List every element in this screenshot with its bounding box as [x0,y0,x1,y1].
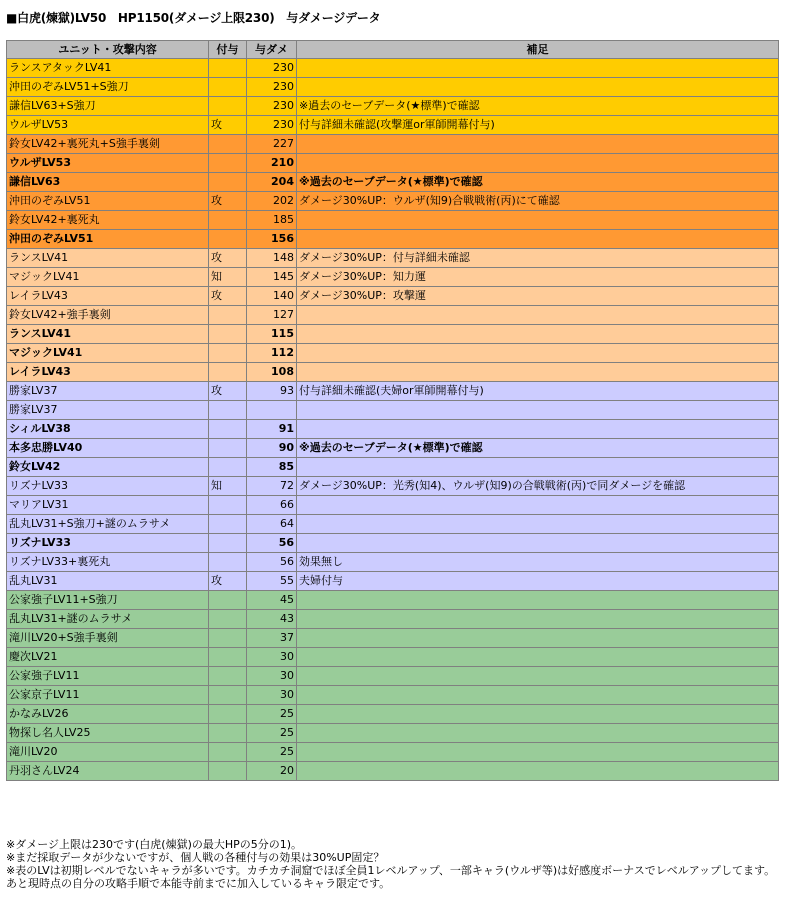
cell-unit: ランスアタックLV41 [7,59,209,78]
cell-attr [209,667,247,686]
cell-note [297,686,779,705]
cell-damage: 202 [247,192,297,211]
cell-attr: 攻 [209,249,247,268]
table-row [7,572,779,591]
cell-attr [209,97,247,116]
cell-attr [209,154,247,173]
cell-note: ダメージ30%UP：光秀(知4)、ウルザ(知9)の合戦戦術(丙)で同ダメージを確認 [297,477,779,496]
cell-note [297,762,779,781]
cell-note: 夫婦付与 [297,572,779,591]
cell-unit: リズナLV33 [7,534,209,553]
cell-damage: 43 [247,610,297,629]
table-row [7,534,779,553]
cell-attr [209,363,247,382]
table-row [7,420,779,439]
table-header-row [7,41,779,59]
table-row [7,610,779,629]
cell-attr: 攻 [209,116,247,135]
cell-attr [209,78,247,97]
cell-damage: 148 [247,249,297,268]
cell-unit: 公家強子LV11+S強刀 [7,591,209,610]
cell-unit: ランスLV41 [7,325,209,344]
cell-attr: 攻 [209,192,247,211]
cell-damage: 56 [247,534,297,553]
cell-damage: 66 [247,496,297,515]
cell-unit: レイラLV43 [7,363,209,382]
cell-note [297,724,779,743]
cell-damage: 230 [247,78,297,97]
cell-unit: 謙信LV63+S強刀 [7,97,209,116]
table-body [7,59,779,781]
cell-note: ダメージ30%UP：付与詳細未確認 [297,249,779,268]
cell-damage: 127 [247,306,297,325]
cell-attr [209,686,247,705]
cell-unit: 本多忠勝LV40 [7,439,209,458]
cell-attr [209,439,247,458]
cell-unit: 慶次LV21 [7,648,209,667]
table-row [7,686,779,705]
cell-unit: ウルザLV53 [7,154,209,173]
cell-damage: 72 [247,477,297,496]
cell-damage: 30 [247,667,297,686]
cell-note [297,458,779,477]
cell-unit: 滝川LV20+S強手裏剣 [7,629,209,648]
cell-damage: 25 [247,724,297,743]
cell-unit: リズナLV33+裏死丸 [7,553,209,572]
table-row [7,173,779,192]
cell-damage: 45 [247,591,297,610]
cell-attr [209,591,247,610]
cell-unit: マジックLV41 [7,344,209,363]
cell-damage: 30 [247,686,297,705]
cell-attr [209,705,247,724]
table-row [7,211,779,230]
cell-unit: かなみLV26 [7,705,209,724]
header-attr: 付与 [209,41,247,59]
header-unit: ユニット・攻撃内容 [7,41,209,59]
cell-damage: 30 [247,648,297,667]
cell-unit: 鈴女LV42 [7,458,209,477]
table-row [7,762,779,781]
cell-attr [209,762,247,781]
cell-damage: 230 [247,97,297,116]
cell-note: ※過去のセーブデータ(★標準)で確認 [297,173,779,192]
cell-attr [209,743,247,762]
cell-unit: リズナLV33 [7,477,209,496]
cell-damage: 55 [247,572,297,591]
cell-note [297,496,779,515]
cell-attr [209,648,247,667]
header-note: 補足 [297,41,779,59]
cell-unit: 鈴女LV42+強手裏剣 [7,306,209,325]
cell-unit: 丹羽さんLV24 [7,762,209,781]
cell-attr [209,135,247,154]
cell-unit: 公家強子LV11 [7,667,209,686]
cell-note [297,154,779,173]
cell-unit: 勝家LV37 [7,401,209,420]
cell-unit: 鈴女LV42+裏死丸 [7,211,209,230]
cell-note [297,743,779,762]
cell-attr [209,610,247,629]
cell-damage: 20 [247,762,297,781]
table-row [7,116,779,135]
cell-attr [209,629,247,648]
cell-attr [209,59,247,78]
cell-damage: 227 [247,135,297,154]
cell-damage: 90 [247,439,297,458]
table-row [7,458,779,477]
cell-damage: 93 [247,382,297,401]
cell-note [297,325,779,344]
cell-unit: 沖田のぞみLV51+S強刀 [7,78,209,97]
cell-attr [209,325,247,344]
cell-note [297,211,779,230]
cell-unit: 謙信LV63 [7,173,209,192]
cell-note [297,591,779,610]
cell-attr [209,458,247,477]
footer-note: ※ダメージ上限は230です(白虎(煉獄)の最大HPの5分の1)。 [6,838,303,851]
cell-attr [209,230,247,249]
cell-note: ※過去のセーブデータ(★標準)で確認 [297,97,779,116]
cell-unit: マジックLV41 [7,268,209,287]
cell-attr [209,173,247,192]
cell-attr [209,306,247,325]
table-row [7,743,779,762]
cell-unit: ランスLV41 [7,249,209,268]
table-row [7,135,779,154]
table-row [7,648,779,667]
cell-damage: 230 [247,116,297,135]
cell-attr [209,553,247,572]
table-row [7,306,779,325]
table-row [7,287,779,306]
header-damage: 与ダメ [247,41,297,59]
cell-damage: 140 [247,287,297,306]
cell-attr: 知 [209,268,247,287]
cell-note [297,610,779,629]
cell-attr [209,534,247,553]
cell-note [297,667,779,686]
table-row [7,249,779,268]
table-row [7,344,779,363]
cell-unit: ウルザLV53 [7,116,209,135]
cell-attr: 攻 [209,382,247,401]
cell-note [297,705,779,724]
table-row [7,192,779,211]
cell-note: ダメージ30%UP：知力運 [297,268,779,287]
cell-damage: 112 [247,344,297,363]
cell-note [297,306,779,325]
cell-damage: 91 [247,420,297,439]
table-row [7,705,779,724]
cell-note: ダメージ30%UP：ウルザ(知9)合戦戦術(丙)にて確認 [297,192,779,211]
table-row [7,591,779,610]
table-row [7,401,779,420]
footer-note: ※まだ採取データが少ないですが、個人戦の各種付与の効果は30%UP固定？ [6,851,385,864]
cell-attr [209,344,247,363]
cell-note: 付与詳細未確認(夫婦or軍師開幕付与) [297,382,779,401]
cell-attr: 攻 [209,287,247,306]
cell-attr [209,211,247,230]
cell-note [297,78,779,97]
cell-damage: 85 [247,458,297,477]
table-row [7,78,779,97]
page-title: ■白虎(煉獄)LV50 HP1150(ダメージ上限230) 与ダメージデータ [6,11,381,25]
cell-unit: 勝家LV37 [7,382,209,401]
cell-note: ダメージ30%UP：攻撃運 [297,287,779,306]
cell-damage: 56 [247,553,297,572]
cell-damage: 115 [247,325,297,344]
footer-note: ※表のLVは初期レベルでないキャラが多いです。カチカチ洞窟でほぼ全員1レベルアップ、一部キャラ(ウルザ等)は好感度ボーナスでレベルアップしてます。あと現時点の自分の攻略手順で本能寺前までに加入しているキャラ限定です。 [6,864,776,890]
cell-note: ※過去のセーブデータ(★標準)で確認 [297,439,779,458]
cell-unit: レイラLV43 [7,287,209,306]
cell-note: 付与詳細未確認(攻撃運or軍師開幕付与) [297,116,779,135]
cell-note [297,515,779,534]
cell-unit: 公家京子LV11 [7,686,209,705]
cell-note [297,648,779,667]
cell-unit: 物探し名人LV25 [7,724,209,743]
cell-attr [209,401,247,420]
table-row [7,477,779,496]
cell-note [297,230,779,249]
table-row [7,97,779,116]
cell-damage: 25 [247,743,297,762]
table-row [7,496,779,515]
table-row [7,553,779,572]
cell-note: 効果無し [297,553,779,572]
footer-notes [6,838,782,890]
table-row [7,325,779,344]
cell-damage: 37 [247,629,297,648]
cell-damage: 108 [247,363,297,382]
cell-unit: 沖田のぞみLV51 [7,230,209,249]
cell-damage: 230 [247,59,297,78]
cell-attr [209,496,247,515]
cell-note [297,534,779,553]
cell-note [297,59,779,78]
table-row [7,667,779,686]
table-row [7,629,779,648]
damage-table [6,40,779,781]
cell-attr [209,515,247,534]
table-row [7,515,779,534]
cell-damage: 64 [247,515,297,534]
cell-unit: 乱丸LV31 [7,572,209,591]
cell-damage: 210 [247,154,297,173]
cell-unit: 滝川LV20 [7,743,209,762]
table-row [7,382,779,401]
cell-note [297,401,779,420]
table-row [7,154,779,173]
cell-unit: 沖田のぞみLV51 [7,192,209,211]
cell-damage: 156 [247,230,297,249]
cell-note [297,420,779,439]
cell-damage [247,401,297,420]
cell-attr [209,724,247,743]
cell-note [297,629,779,648]
cell-note [297,344,779,363]
table-row [7,724,779,743]
cell-attr: 知 [209,477,247,496]
cell-attr: 攻 [209,572,247,591]
cell-attr [209,420,247,439]
cell-unit: シィルLV38 [7,420,209,439]
table-row [7,59,779,78]
table-row [7,230,779,249]
cell-unit: マリアLV31 [7,496,209,515]
cell-damage: 145 [247,268,297,287]
cell-damage: 204 [247,173,297,192]
table-row [7,363,779,382]
table-row [7,439,779,458]
table-row [7,268,779,287]
cell-unit: 乱丸LV31+S強刀+謎のムラサメ [7,515,209,534]
cell-unit: 鈴女LV42+裏死丸+S強手裏剣 [7,135,209,154]
cell-note [297,363,779,382]
cell-damage: 25 [247,705,297,724]
cell-damage: 185 [247,211,297,230]
cell-note [297,135,779,154]
cell-unit: 乱丸LV31+謎のムラサメ [7,610,209,629]
